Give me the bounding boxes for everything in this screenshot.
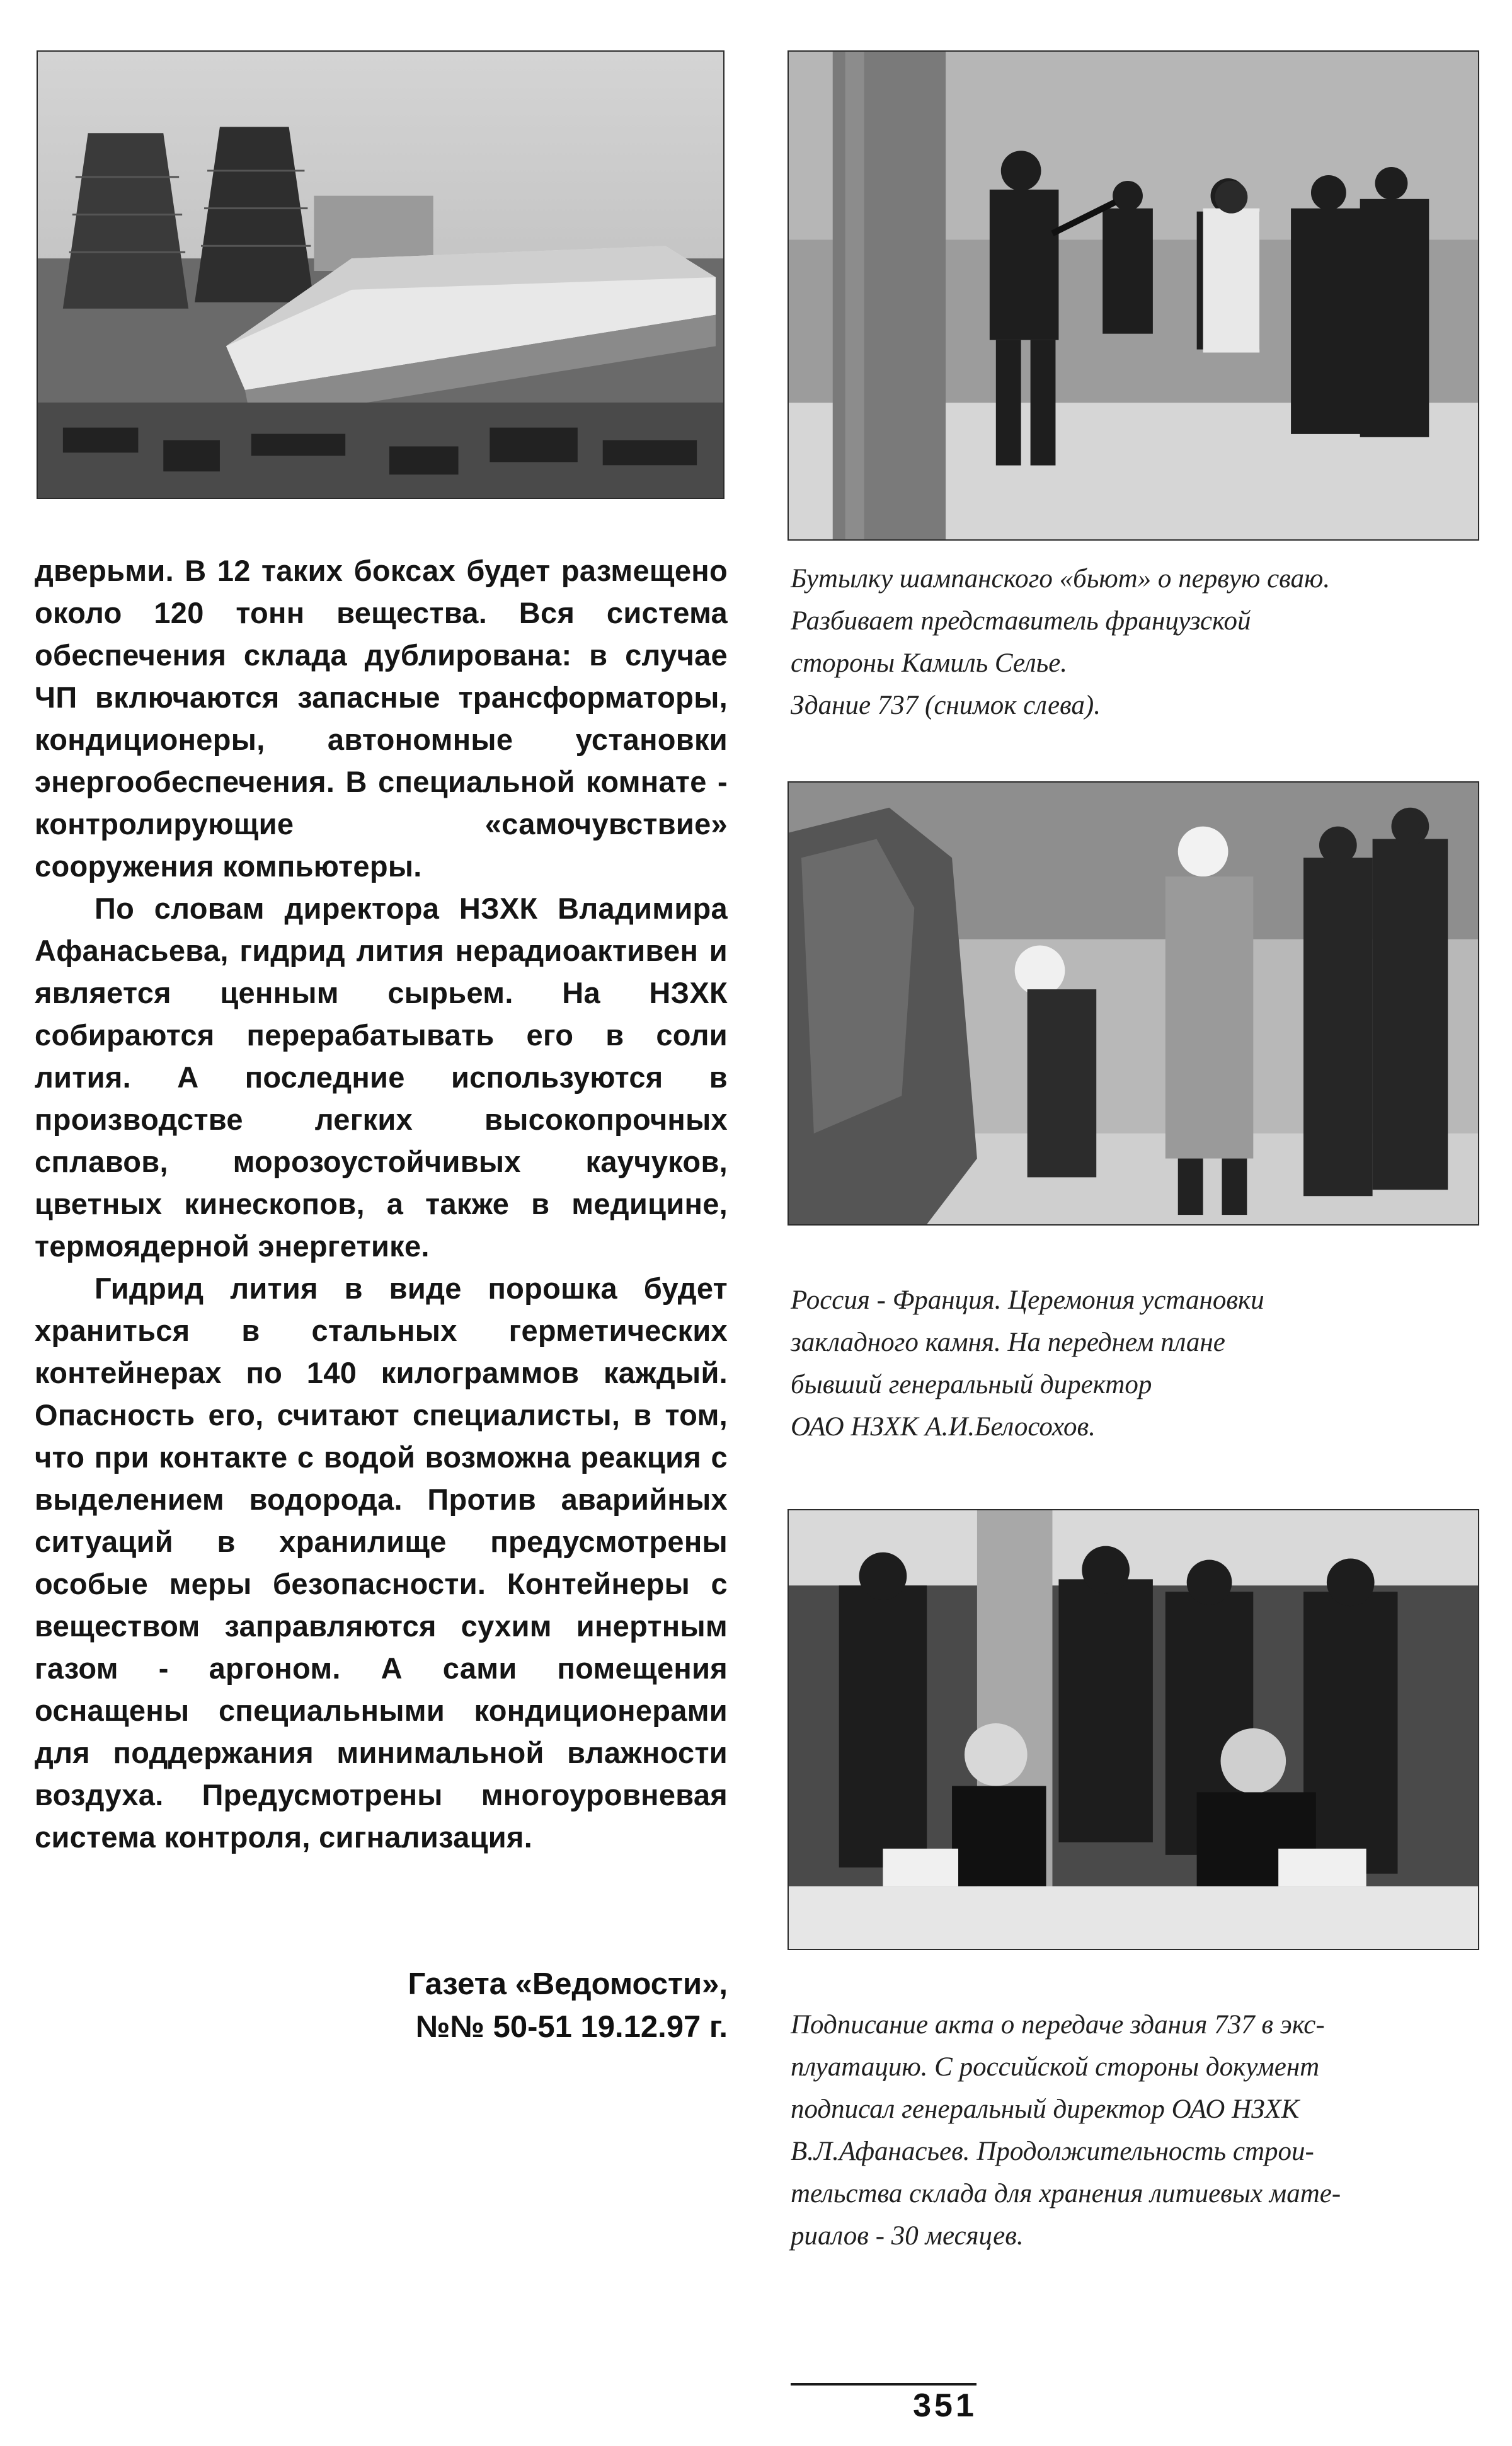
article-paragraph-3: Гидрид лития в виде порошка будет храниться в стальных герметических контейнерах по 140 килограммов каждый. Опасность его, считают специалисты, в том, что при контакте с водой возможна реакция с выделением водорода. Против аварийных ситуаций в хранилище предусмотрены особые меры безопасности. Контейнеры с веществом заправляются сухим инертным газом - аргоном. А сами помещения оснащены специальными кондиционерами для поддержания минимальной влажности воздуха. Предусмотрены многоуровневая система контроля, сигнализация. <box>35 1272 728 1854</box>
article-paragraph-1: дверьми. В 12 таких боксах будет размещено около 120 тонн вещества. Вся система обеспечения склада дублирована: в случае ЧП включаются запасные трансформаторы, кондиционеры, автономные установки энергообеспечения. В специальной комнате - контролирующие «самочувствие» сооружения компьютеры. <box>35 554 728 883</box>
caption-line: В.Л.Афанасьев. Продолжительность строи- <box>791 2137 1314 2166</box>
article-paragraph-2: По словам директора НЗХК Владимира Афанасьева, гидрид лития нерадиоактивен и является ценным сырьем. На НЗХК собираются перерабатывать его в соли лития. А последние используются в производстве легких высокопрочных сплавов, морозоустойчивых каучуков, цветных кинескопов, а также в медицине, термоядерной энергетике. <box>35 892 728 1263</box>
page-number-rule <box>791 2383 976 2386</box>
photo-ceremony-image <box>789 783 1478 1224</box>
photo-champagne-image <box>789 52 1478 539</box>
caption-signing <box>791 2004 1477 2257</box>
photo-foundation-stone-ceremony <box>788 781 1479 1226</box>
caption-line: риалов - 30 месяцев. <box>791 2221 1024 2251</box>
source-issue: №№ 50-51 19.12.97 г. <box>415 2010 728 2044</box>
caption-line: стороны Камиль Селье. <box>791 648 1068 678</box>
caption-champagne <box>791 558 1477 726</box>
photo-building-737-image <box>38 52 723 498</box>
article-body <box>35 549 728 1858</box>
photo-champagne-first-pile <box>788 50 1479 541</box>
caption-line: Подписание акта о передаче здания 737 в экс- <box>791 2010 1325 2040</box>
caption-line: Здание 737 (снимок слева). <box>791 691 1101 720</box>
photo-building-737 <box>37 50 724 499</box>
caption-line: закладного камня. На переднем плане <box>791 1328 1225 1357</box>
article-source <box>35 1963 728 2048</box>
caption-line: ОАО НЗХК А.И.Белосохов. <box>791 1412 1096 1442</box>
caption-line: подписал генеральный директор ОАО НЗХК <box>791 2094 1300 2124</box>
caption-line: Разбивает представитель французской <box>791 606 1251 636</box>
caption-line: плуатацию. С российской стороны документ <box>791 2052 1320 2082</box>
photo-signing-image <box>789 1510 1478 1949</box>
photo-signing-act <box>788 1509 1479 1950</box>
caption-line: Бутылку шампанского «бьют» о первую сваю. <box>791 564 1331 594</box>
caption-line: Россия - Франция. Церемония установки <box>791 1285 1264 1315</box>
caption-ceremony <box>791 1279 1477 1448</box>
source-newspaper: Газета «Ведомости», <box>408 1967 728 2001</box>
page-number: 351 <box>913 2387 977 2424</box>
caption-line: тельства склада для хранения литиевых мате- <box>791 2179 1341 2208</box>
caption-line: бывший генеральный директор <box>791 1370 1152 1399</box>
